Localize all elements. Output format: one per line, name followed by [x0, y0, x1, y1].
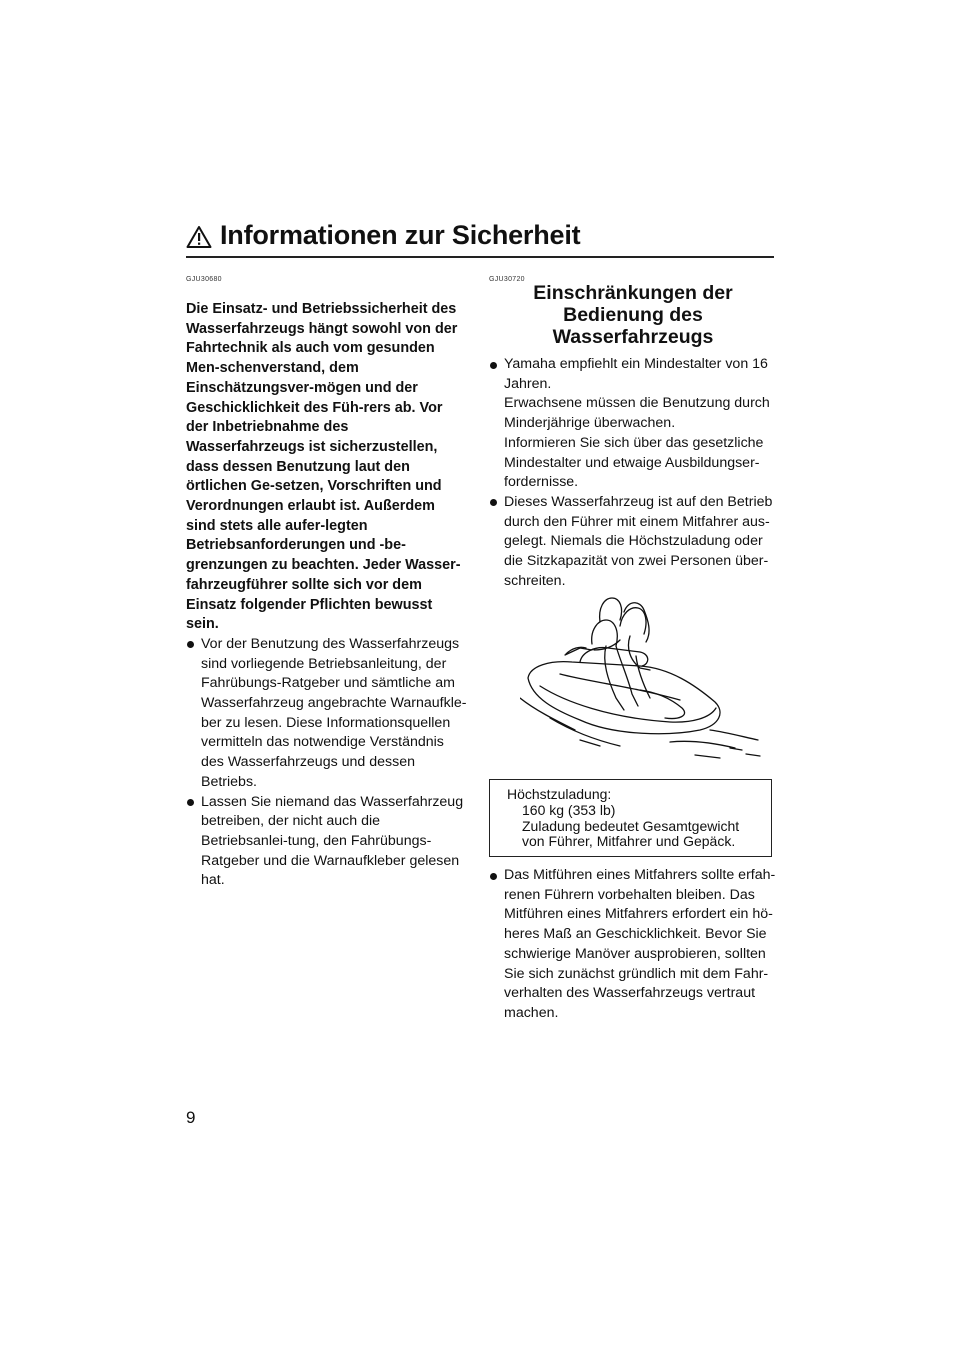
list-item: Lassen Sie niemand das Wasserfahrzeug betreiben, der nicht auch die Betriebsanlei-tung, den Fahrübungs-Ratgeber und die Warnaufkleber gelesen hat. — [186, 793, 468, 892]
left-bullet-list — [186, 635, 468, 891]
list-item: Yamaha empfiehlt ein Mindestalter von 16 Jahren. Erwachsene müssen die Benutzung durch Minderjährige überwachen. Informieren Sie sich über das gesetzliche Mindestalter und etwaige Ausbildungser-fordernisse. — [489, 355, 777, 493]
bullet-icon — [187, 641, 194, 648]
bullet-icon — [490, 499, 497, 506]
box-note-line1: Zuladung bedeutet Gesamtgewicht — [522, 817, 740, 834]
page-title: Informationen zur Sicherheit — [220, 220, 581, 250]
list-item: Das Mitführen eines Mitfahrers sollte erfah-renen Führern vorbehalten bleiben. Das Mitführen eines Mitfahrers erfordert ein hö-heres Maß an Geschicklichkeit. Bevor Sie schwierige Manöver ausprobieren, sollten Sie sich zunächst gründlich mit dem Fahr-verhalten des Wasserfahrzeugs vertraut machen. — [489, 866, 777, 1024]
right-bullet-list — [489, 355, 777, 591]
left-column — [186, 300, 468, 891]
page-number: 9 — [186, 1108, 196, 1127]
box-note-line2: von Führer, Mitfahrer und Gepäck. — [522, 833, 736, 850]
section-title: Einschränkungen der Bedienung des Wasserfahrzeugs — [533, 282, 733, 348]
load-capacity-box — [489, 779, 772, 857]
box-label: Höchstzuladung: — [507, 786, 612, 802]
section-code-right: GJU30720 — [489, 276, 525, 283]
intro-paragraph: Die Einsatz- und Betriebssicherheit des Wasserfahrzeugs hängt sowohl von der Fahrtechnik als auch vom gesunden Men-schenverstand, dem Einschätzungsver-mögen und der Geschicklichkeit des Füh-rers ab. Vor der Inbetriebnahme des Wasserfahrzeugs ist sicherzustellen, dass dessen Benutzung laut den örtlichen Ge-setzen, Vorschriften und Verordnungen erlaubt ist. Außerdem sind stets alle aufer-legten Betriebsanforderungen und -be-grenzungen zu beachten. Jeder Wasser-fahrzeugführer sollte sich vor dem Einsatz folgender Pflichten bewusst sein. — [186, 301, 461, 633]
right-column — [489, 282, 777, 591]
bullet-icon — [187, 799, 194, 806]
list-item: Vor der Benutzung des Wasserfahrzeugs sind vorliegende Betriebsanleitung, der Fahrübungs-Ratgeber und sämtliche am Wasserfahrzeug angebrachte Warnaufkle-ber zu lesen. Diese Informationsquellen vermitteln das notwendige Verständnis des Wasserfahrzeugs und dessen Betriebs. — [186, 635, 468, 793]
right-column-lower — [489, 866, 777, 1024]
right-bullet-list-lower — [489, 866, 777, 1024]
list-item: Dieses Wasserfahrzeug ist auf den Betrieb durch den Führer mit einem Mitfahrer aus-gelegt. Niemals die Höchstzuladung oder die Sitzkapazität von zwei Personen über-schreiten. — [489, 493, 777, 592]
section-code-left: GJU30680 — [186, 276, 222, 283]
bullet-icon — [490, 873, 497, 880]
warning-triangle-icon — [186, 225, 212, 249]
box-value: 160 kg (353 lb) — [522, 801, 616, 818]
page-header — [186, 222, 774, 258]
watercraft-illustration — [520, 590, 765, 770]
bullet-icon — [490, 362, 497, 369]
